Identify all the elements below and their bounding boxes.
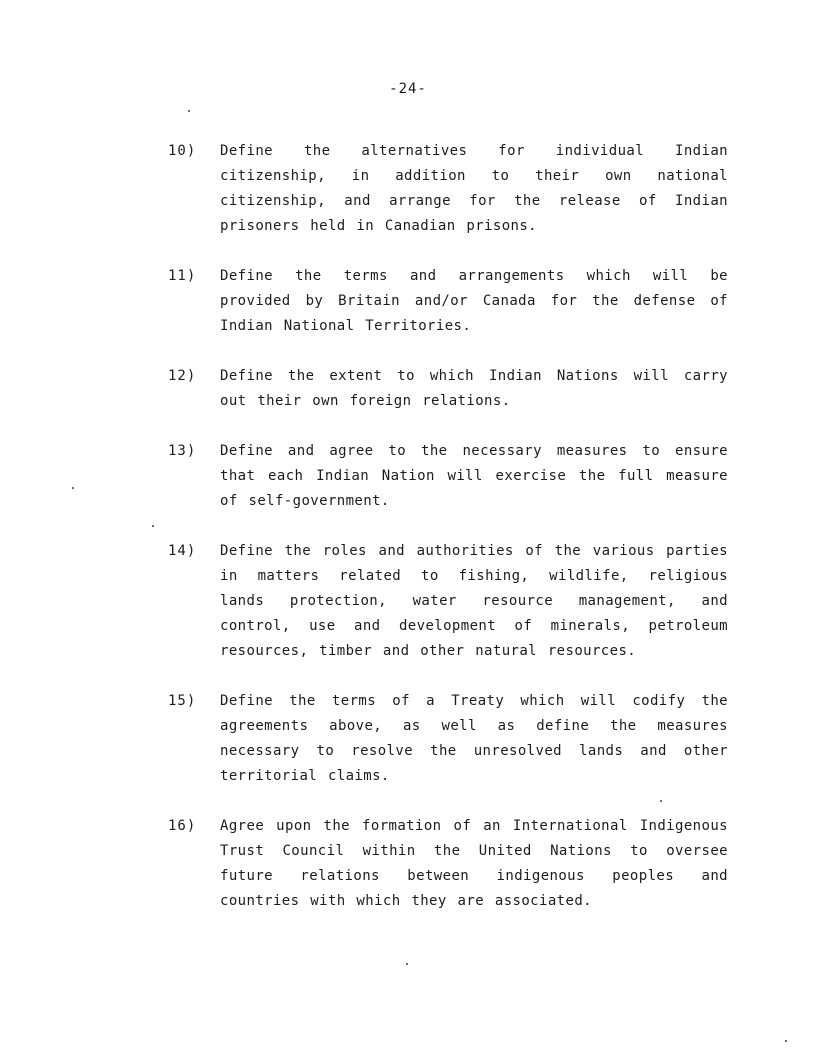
item-number: 13) — [168, 443, 197, 459]
scan-speck — [152, 525, 154, 527]
page-number: -24- — [389, 81, 427, 97]
list-item-16 — [168, 814, 728, 914]
scan-speck — [785, 1040, 787, 1042]
list-item-10 — [168, 139, 728, 239]
item-text: Define the extent to which Indian Nations will carry out their own foreign relations. — [220, 368, 728, 409]
item-text: Define and agree to the necessary measures to ensure that each Indian Nation will exercise the full measure of self-government. — [220, 443, 728, 509]
list-item-13 — [168, 439, 728, 514]
list-item-11 — [168, 264, 728, 339]
scan-speck — [188, 110, 190, 112]
item-number: 11) — [168, 268, 197, 284]
list-item-15 — [168, 689, 728, 789]
item-text: Agree upon the formation of an International Indigenous Trust Council within the United Nations to oversee future relations between indigenous peoples and countries with which they are associated. — [220, 818, 728, 909]
scan-speck — [660, 800, 662, 802]
item-text: Define the alternatives for individual Indian citizenship, in addition to their own national citizenship, and arrange for the release of Indian prisoners held in Canadian prisons. — [220, 143, 728, 234]
item-text: Define the terms and arrangements which will be provided by Britain and/or Canada for the defense of Indian National Territories. — [220, 268, 728, 334]
item-text: Define the roles and authorities of the various parties in matters related to fishing, wildlife, religious lands protection, water resource management, and control, use and development of minerals, petroleum resources, timber and other natural resources. — [220, 543, 728, 659]
item-number: 14) — [168, 543, 197, 559]
list-item-12 — [168, 364, 728, 414]
item-number: 16) — [168, 818, 197, 834]
item-number: 12) — [168, 368, 197, 384]
item-number: 15) — [168, 693, 197, 709]
list-item-14 — [168, 539, 728, 664]
scan-speck — [72, 487, 74, 489]
item-number: 10) — [168, 143, 197, 159]
numbered-list — [168, 139, 728, 939]
item-text: Define the terms of a Treaty which will codify the agreements above, as well as define the measures necessary to resolve the unresolved lands and other territorial claims. — [220, 693, 728, 784]
scan-speck — [406, 963, 408, 965]
